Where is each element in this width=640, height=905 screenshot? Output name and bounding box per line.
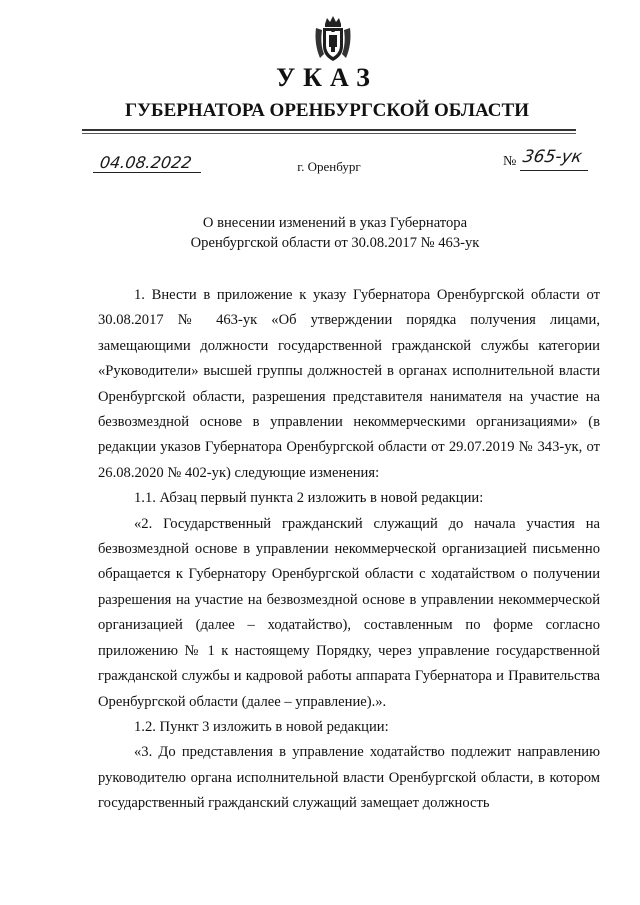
paragraph-1-2: 1.2. Пункт 3 изложить в новой редакции: — [134, 718, 389, 735]
number-prefix: № — [503, 154, 517, 169]
document-type: УКАЗ — [276, 63, 378, 92]
number-underline — [520, 170, 588, 171]
title-line-2: Оренбургской области от 30.08.2017 № 463-ук — [190, 235, 480, 251]
paragraph-1-1: 1.1. Абзац первый пункта 2 изложить в новой редакции: — [134, 490, 484, 507]
paragraph-quote-3: «3. До представления в управление ходатайство подлежит направлению руководителю органа исполнительной власти Оренбургской области, в котором государственный гражданский служащий замещает должность — [98, 744, 600, 812]
document-body — [98, 283, 600, 817]
paragraph-quote-2: «2. Государственный гражданский служащий до начала участия на безвозмездной основе в управлении некоммерческой организацией письменно обращается к Губернатору Оренбургской области с ходатайством о получении разрешения на участие на безвозмездной основе в управлении некоммерческой организацией (далее – ходатайство), составленным по форме согласно приложению № 1 к настоящему Порядку, через управление государственной гражданской службы и кадровой работы аппарата Губернатора и Правительства Оренбургской области (далее – управление).». — [98, 515, 600, 710]
header-divider — [82, 129, 576, 131]
issuer-title: ГУБЕРНАТОРА ОРЕНБУРГСКОЙ ОБЛАСТИ — [125, 100, 529, 121]
issue-city: г. Оренбург — [297, 159, 361, 174]
paragraph-1: 1. Внести в приложение к указу Губернатора Оренбургской области от 30.08.2017 № 463-ук «Об утверждении порядка получения лицами, замещающими должности государственной гражданской службы категории «Руководители» высшей группы должностей в органах исполнительной власти Оренбургской области, разрешения представителя нанимателя на участие на безвозмездной основе в управлении некоммерческими организациями» (в редакции указов Губернатора Оренбургской области от 29.07.2019 № 343-ук, от 26.08.2020 № 402-ук) следующие изменения: — [98, 287, 600, 481]
coat-of-arms-icon — [312, 14, 354, 64]
title-line-1: О внесении изменений в указ Губернатора — [202, 215, 468, 231]
document-number: 365-ук — [521, 147, 584, 167]
document-title — [160, 213, 510, 253]
header-divider-thin — [82, 133, 576, 134]
document-date: 04.08.2022 — [98, 153, 193, 172]
